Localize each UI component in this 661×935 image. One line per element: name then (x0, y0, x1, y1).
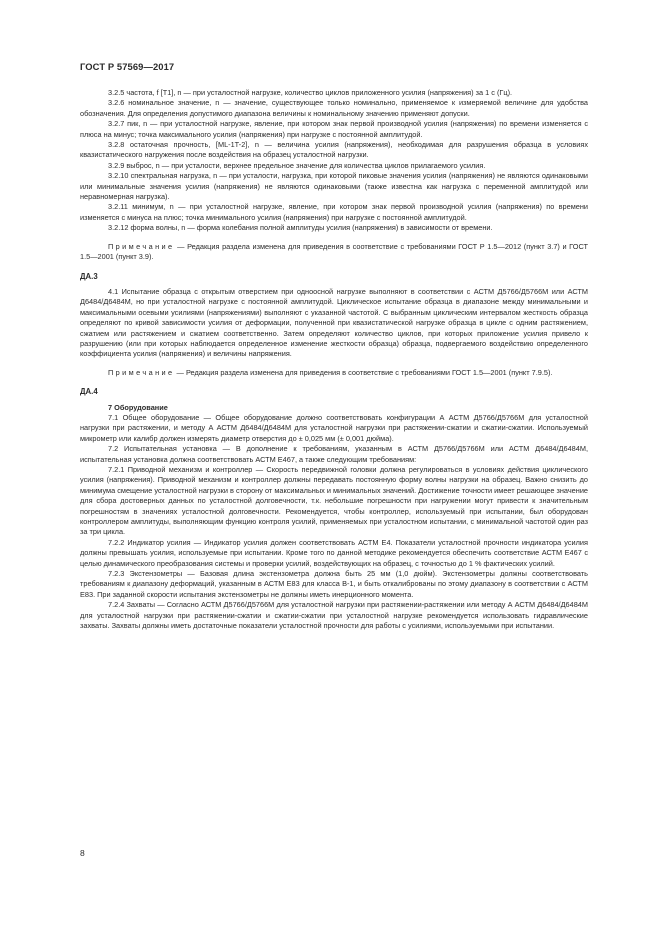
da3-paragraph: 4.1 Испытание образца с открытым отверстием при одноосной нагрузке выполняют в соответствии с АСТМ Д5766/Д5766М или АСТМ Д6484/Д6484М, но при усталостной нагрузке с постоянной амплитудой. Циклическое испытание образца в диапазоне между минимальными и максимальными осевыми усилиями (напряжениями) выполняют с указанной частотой. С выбранным циклическим интервалом жесткость образца определяют по кривой зависимости усилия от деформации, полученной при квазистатической нагрузке образца в цикле с одним растяжением, сжатием или растяжением и сжатием соответственно. Затем определяют количество циклов, при которых приложение усилия привело к разрушению (или при которых наблюдается определенное изменение жесткости образца) образца, подвергаемого воздействию определенного коэффициента усилия (напряжения) и величины напряжения. (80, 286, 588, 359)
page-number: 8 (80, 848, 85, 858)
paragraph-7-1: 7.1 Общее оборудование — Общее оборудование должно соответствовать конфигурации А АСТМ Д5766/Д5766М для усталостной нагрузки при растяжении, и методу А АСТМ Д6484/Д6484М для усталостной нагрузки при растяжении-сжатии и сжатии-сжатии. Используемый микрометр или калибр должен измерять диаметр отверстия до ± 0,025 мм (± 0,001 дюйма). (80, 412, 588, 443)
annex-da3-heading: ДА.3 (80, 271, 98, 281)
note-label: Примечание (108, 367, 175, 377)
note-text: — Редакция раздела изменена для приведения в соответствие с требованиями ГОСТ Р 1.5—2012 (пункт 3.7) и ГОСТ 1.5—2001 (пункт 3.9). (80, 241, 588, 262)
section-title-equipment: 7 Оборудование (108, 402, 168, 412)
definition-3-2-8: 3.2.8 остаточная прочность, [ML-1T-2], n — величина усилия (напряжения), необходимая для разрушения образца в условиях квазистатического нагружения после воздействия на образец усталостной нагрузки. (80, 140, 588, 160)
paragraph-7-2-2: 7.2.2 Индикатор усилия — Индикатор усилия должен соответствовать АСТМ Е4. Показатели усталостной прочности индикатора усилия должны превышать усилия, используемые при испытании. Кроме того по данной методике рекомендуется обеспечить соответствие АСТМ Е467 с целью динамического преобразования системы и проверки усилий, воздействующих на образец, с точностью до 1 % фактических усилий. (80, 537, 588, 568)
definition-3-2-6: 3.2.6 номинальное значение, n — значение, существующее только номинально, применяемое к измеряемой величине для удобства обозначения. Для определения допустимого диапазона величины к номинальному значению применяют допуски. (80, 98, 588, 118)
definition-3-2-12: 3.2.12 форма волны, n — форма колебания полной амплитуды усилия (напряжения) в зависимости от времени. (108, 223, 493, 233)
paragraph-7-2-4: 7.2.4 Захваты — Согласно АСТМ Д5766/Д5766М для усталостной нагрузки при растяжении-растяжении или методу А АСТМ Д6484/Д6484М для усталостной нагрузки при растяжении-сжатии и сжатии-сжатии при усталостной нагрузке рекомендуется использовать гидравлические захваты. Захваты должны иметь достаточные показатели усталостной прочности для работы с усилиями, используемыми при испытании. (80, 600, 588, 631)
paragraph-7-2: 7.2 Испытательная установка — В дополнение к требованиям, указанным в АСТМ Д5766/Д5766М или АСТМ Д6484/Д6484М, испытательная установка должна соответствовать АСТМ Е467, а также следующим требованиям: (80, 444, 588, 464)
note-text: — Редакция раздела изменена для приведения в соответствие с требованиями ГОСТ 1.5—2001 (пункт 7.9.5). (174, 367, 553, 377)
note-da3 (80, 368, 588, 378)
paragraph-7-2-1: 7.2.1 Приводной механизм и контроллер — Скорость передвижной головки должна регулироваться в условиях действия циклического усилия (напряжения). Приводной механизм и контроллер должны передавать постоянную форму волны нагрузки на образец. Важно снизить до минимума смещение усталостной нагрузки в сторону от максимальных и минимальных значений. Достижение точности имеет решающее значение для сбора достоверных данных по усталостной долговечности, т.к. небольшие погрешности при нагружении могут привести к значительным погрешностям в значениях усталостной долговечности. Рекомендуется, чтобы контроллер, используемый при испытании, был оборудован контроллером амплитуды, выполняющим функцию контроля усилий, применяемых при усталостном испытании, с минимальной частотой один раз за три цикла. (80, 465, 588, 537)
definition-3-2-5: 3.2.5 частота, f [T1], n — при усталостной нагрузке, количество циклов приложенного усилия (напряжения) за 1 с (Гц). (108, 88, 513, 97)
page-content (80, 88, 588, 632)
annex-da4-heading: ДА.4 (80, 387, 98, 397)
note-label: Примечание (108, 241, 175, 251)
definition-3-2-10: 3.2.10 спектральная нагрузка, n — при усталости, нагрузка, при которой пиковые значения усилия (напряжения) не являются одинаковыми или минимальные значения усилия (напряжения) не являются одинаковыми (также известна как нагрузка с переменной амплитудой или неравномерная нагрузка). (80, 171, 588, 202)
definition-3-2-9: 3.2.9 выброс, n — при усталости, верхнее предельное значение для количества циклов прилагаемого усилия. (108, 160, 486, 170)
definition-3-2-11: 3.2.11 минимум, n — при усталостной нагрузке, явление, при котором знак первой производной усилия (напряжения) по времени изменяется с минуса на плюс; точка минимального усилия (напряжения) при нагрузке с постоянной амплитудой. (80, 202, 588, 222)
document-code: ГОСТ Р 57569—2017 (80, 61, 175, 72)
paragraph-7-2-3: 7.2.3 Экстензометры — Базовая длина экстензометра должна быть 25 мм (1,0 дюйм). Экстензометры должны соответствовать требованиям к диапазону деформаций, указанным в АСТМ Е83 для класса В-1, и быть откалиброваны по этому диапазону в соответствии с АСТМ Е83. При заданной скорости испытания экстензометры не должны иметь инерционного момента. (80, 569, 588, 599)
definition-3-2-7: 3.2.7 пик, n — при усталостной нагрузке, явление, при котором знак первой производной усилия (напряжения) по времени изменяется с плюса на минус; точка максимального усилия (напряжения) при нагрузке с постоянной амплитудой. (80, 119, 588, 139)
note-section-3 (80, 242, 588, 263)
